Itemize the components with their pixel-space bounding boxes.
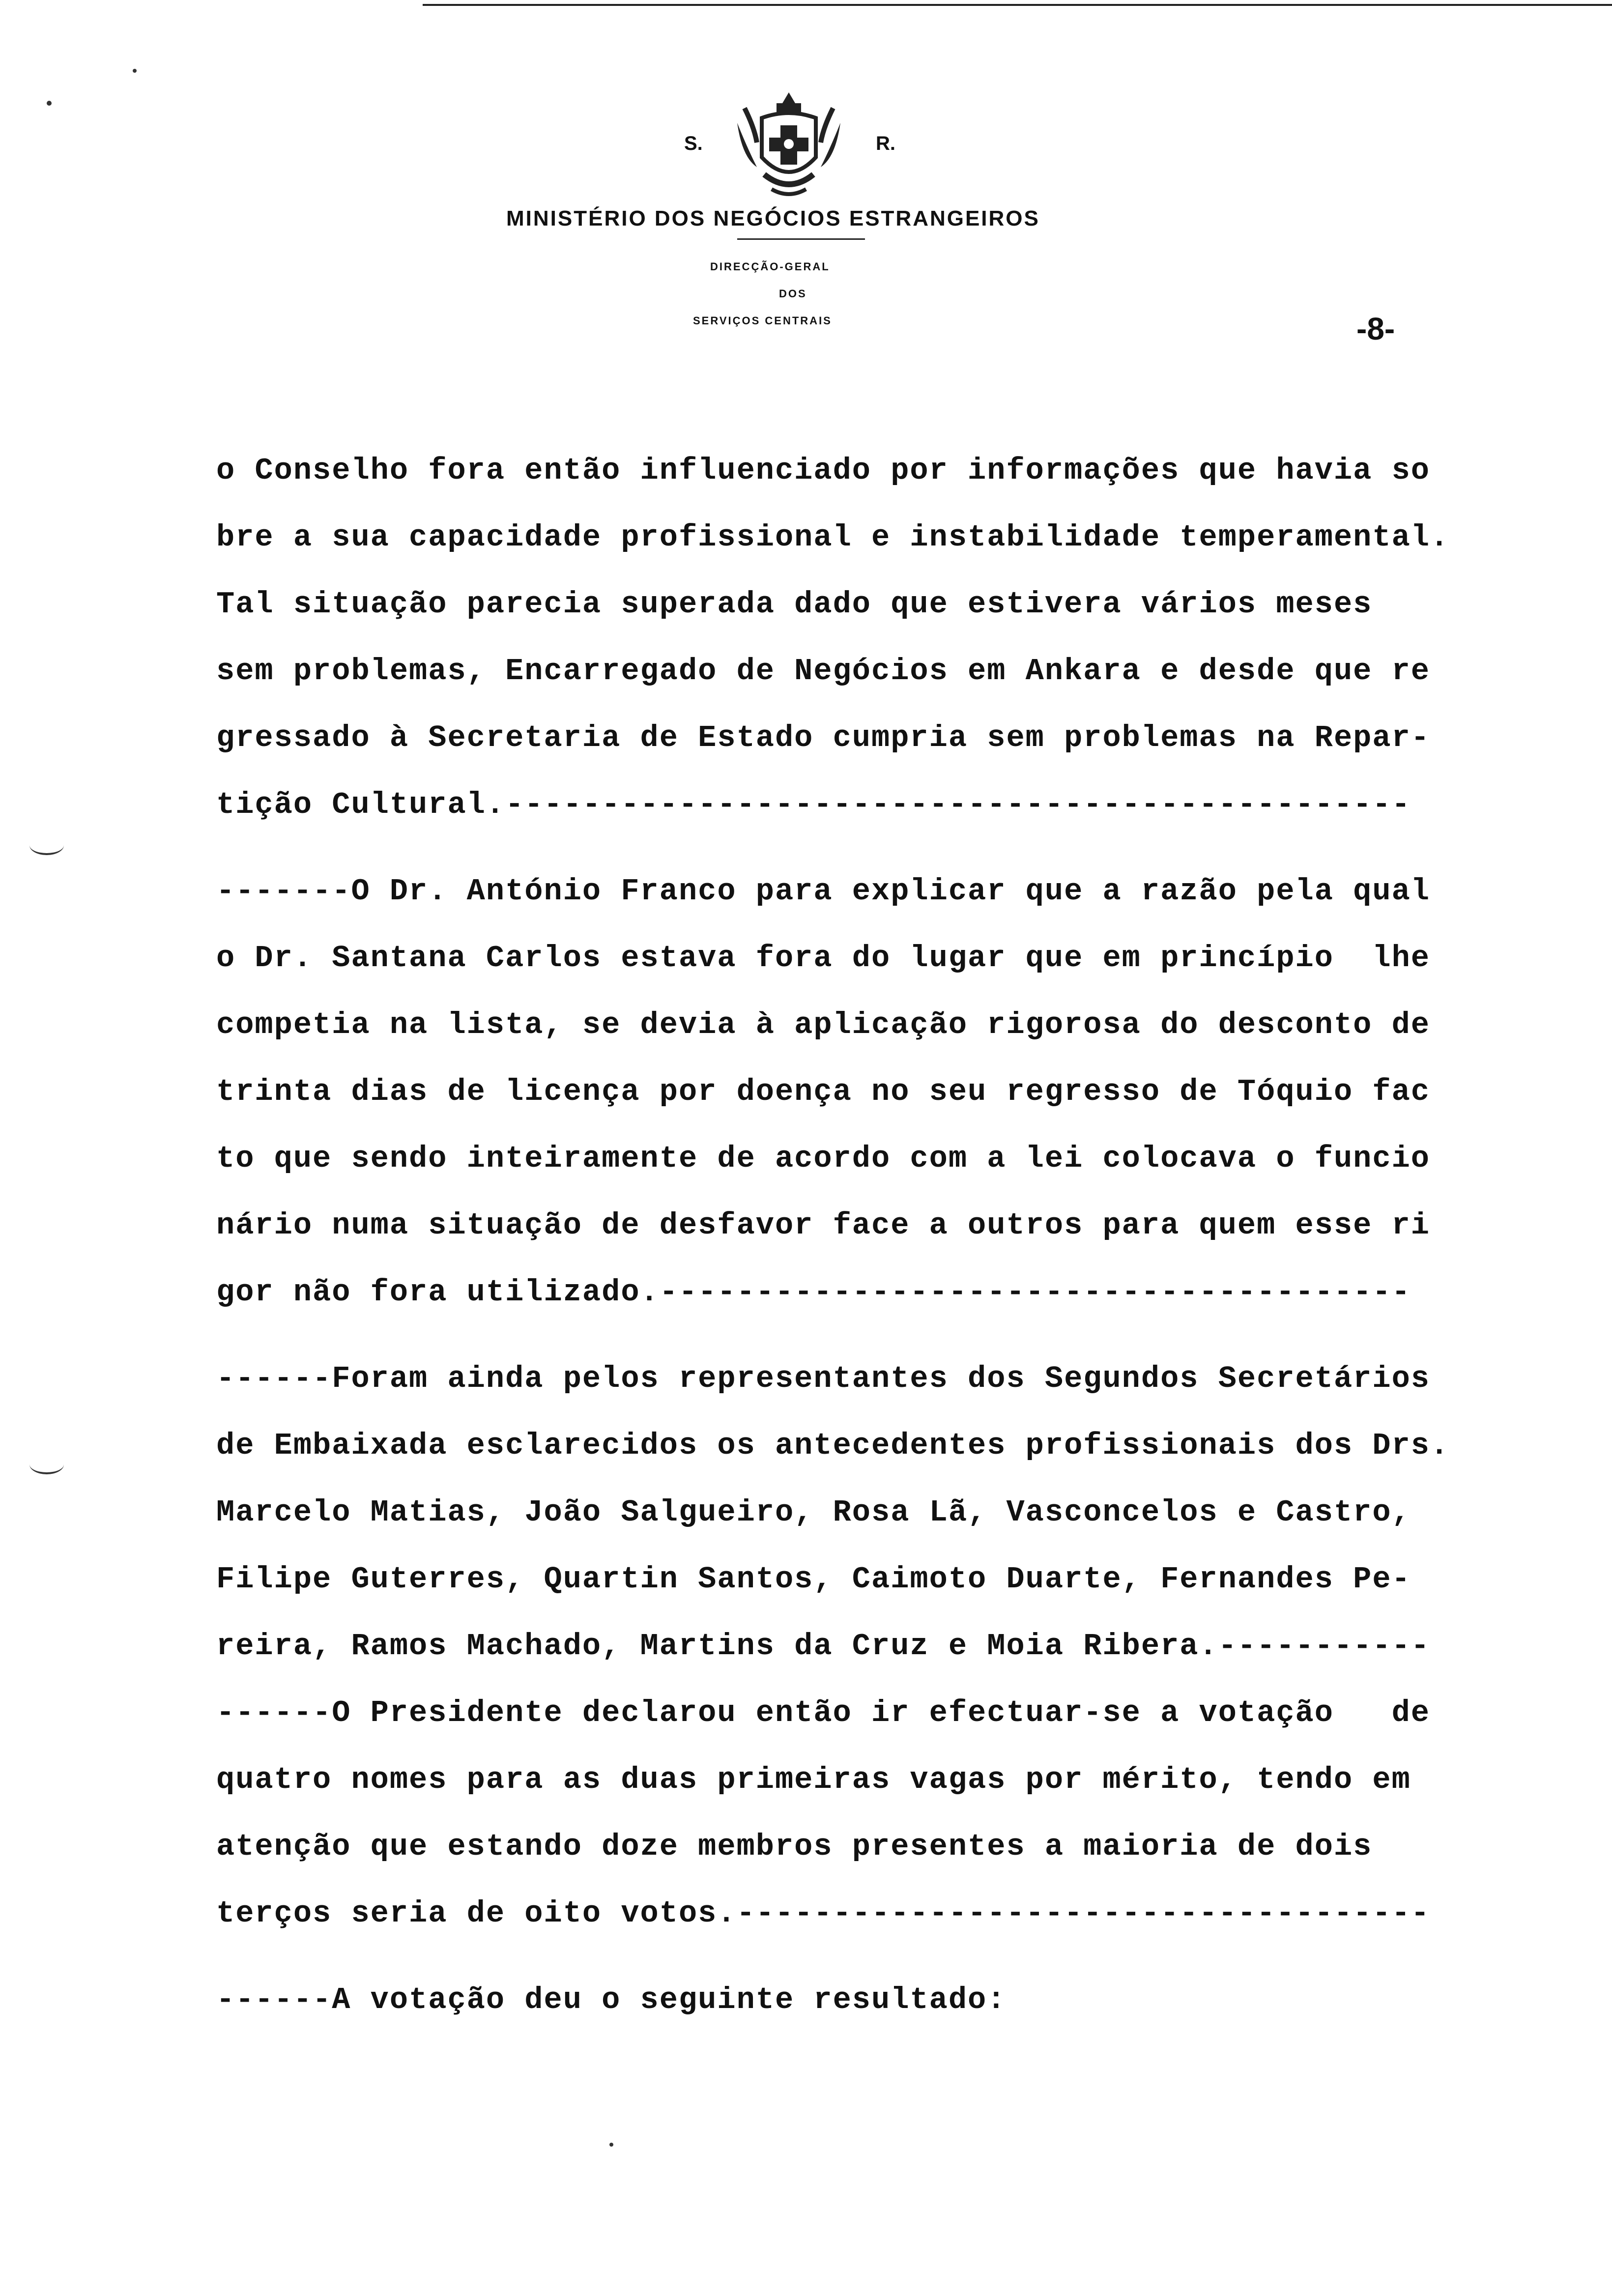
text-line: sem problemas, Encarregado de Negócios em Ankara e desde que re bbox=[216, 654, 1430, 689]
text-line: nário numa situação de desfavor face a outros para quem esse ri bbox=[216, 1208, 1430, 1243]
text-line: ------Foram ainda pelos representantes dos Segundos Secretários bbox=[216, 1361, 1430, 1396]
text-line: ------A votação deu o seguinte resultado: bbox=[216, 1982, 1007, 2017]
text-line: o Dr. Santana Carlos estava fora do lugar que em princípio lhe bbox=[216, 941, 1430, 976]
text-line: o Conselho fora então influenciado por informações que havia so bbox=[216, 453, 1430, 488]
header-divider bbox=[737, 238, 865, 240]
text-line: de Embaixada esclarecidos os antecedentes profissionais dos Drs. bbox=[216, 1428, 1450, 1463]
letterhead bbox=[0, 88, 1612, 344]
text-line: Marcelo Matias, João Salgueiro, Rosa Lã, Vasconcelos e Castro, bbox=[216, 1495, 1411, 1530]
scan-mark bbox=[29, 1455, 64, 1474]
text-line: terços seria de oito votos.------------------------------------ bbox=[216, 1896, 1430, 1931]
page-number: -8- bbox=[1356, 311, 1395, 346]
text-line: Filipe Guterres, Quartin Santos, Caimoto Duarte, Fernandes Pe- bbox=[216, 1562, 1411, 1597]
s-label: S. bbox=[684, 133, 703, 154]
scan-speck bbox=[133, 69, 137, 73]
text-line: reira, Ramos Machado, Martins da Cruz e Moia Ribera.----------- bbox=[216, 1629, 1430, 1664]
top-rule bbox=[423, 4, 1612, 6]
text-line: gressado à Secretaria de Estado cumpria sem problemas na Repar- bbox=[216, 720, 1430, 755]
department-line-1: DIRECÇÃO-GERAL bbox=[710, 260, 830, 273]
ministry-name: MINISTÉRIO DOS NEGÓCIOS ESTRANGEIROS bbox=[506, 206, 1040, 230]
document-body bbox=[216, 437, 1524, 2034]
department-line-2: DOS bbox=[779, 287, 807, 300]
text-line: bre a sua capacidade profissional e instabilidade temperamental. bbox=[216, 520, 1450, 555]
text-line: trinta dias de licença por doença no seu regresso de Tóquio fac bbox=[216, 1074, 1430, 1109]
scan-mark bbox=[29, 835, 64, 855]
text-line: to que sendo inteiramente de acordo com a lei colocava o funcio bbox=[216, 1141, 1430, 1176]
text-line: -------O Dr. António Franco para explicar que a razão pela qual bbox=[216, 874, 1430, 909]
coat-of-arms-icon bbox=[727, 88, 850, 201]
text-line: competia na lista, se devia à aplicação rigorosa do desconto de bbox=[216, 1007, 1430, 1042]
scan-speck bbox=[47, 101, 52, 106]
text-line: atenção que estando doze membros presentes a maioria de dois bbox=[216, 1829, 1373, 1864]
text-line: tição Cultural.----------------------------------------------- bbox=[216, 787, 1411, 822]
text-line: ------O Presidente declarou então ir efectuar-se a votação de bbox=[216, 1695, 1430, 1730]
r-label: R. bbox=[876, 133, 895, 154]
scan-speck bbox=[609, 2143, 613, 2147]
text-line: Tal situação parecia superada dado que estivera vários meses bbox=[216, 587, 1373, 622]
text-line: quatro nomes para as duas primeiras vagas por mérito, tendo em bbox=[216, 1762, 1411, 1797]
department-line-3: SERVIÇOS CENTRAIS bbox=[693, 315, 832, 327]
text-line: gor não fora utilizado.--------------------------------------- bbox=[216, 1275, 1411, 1310]
